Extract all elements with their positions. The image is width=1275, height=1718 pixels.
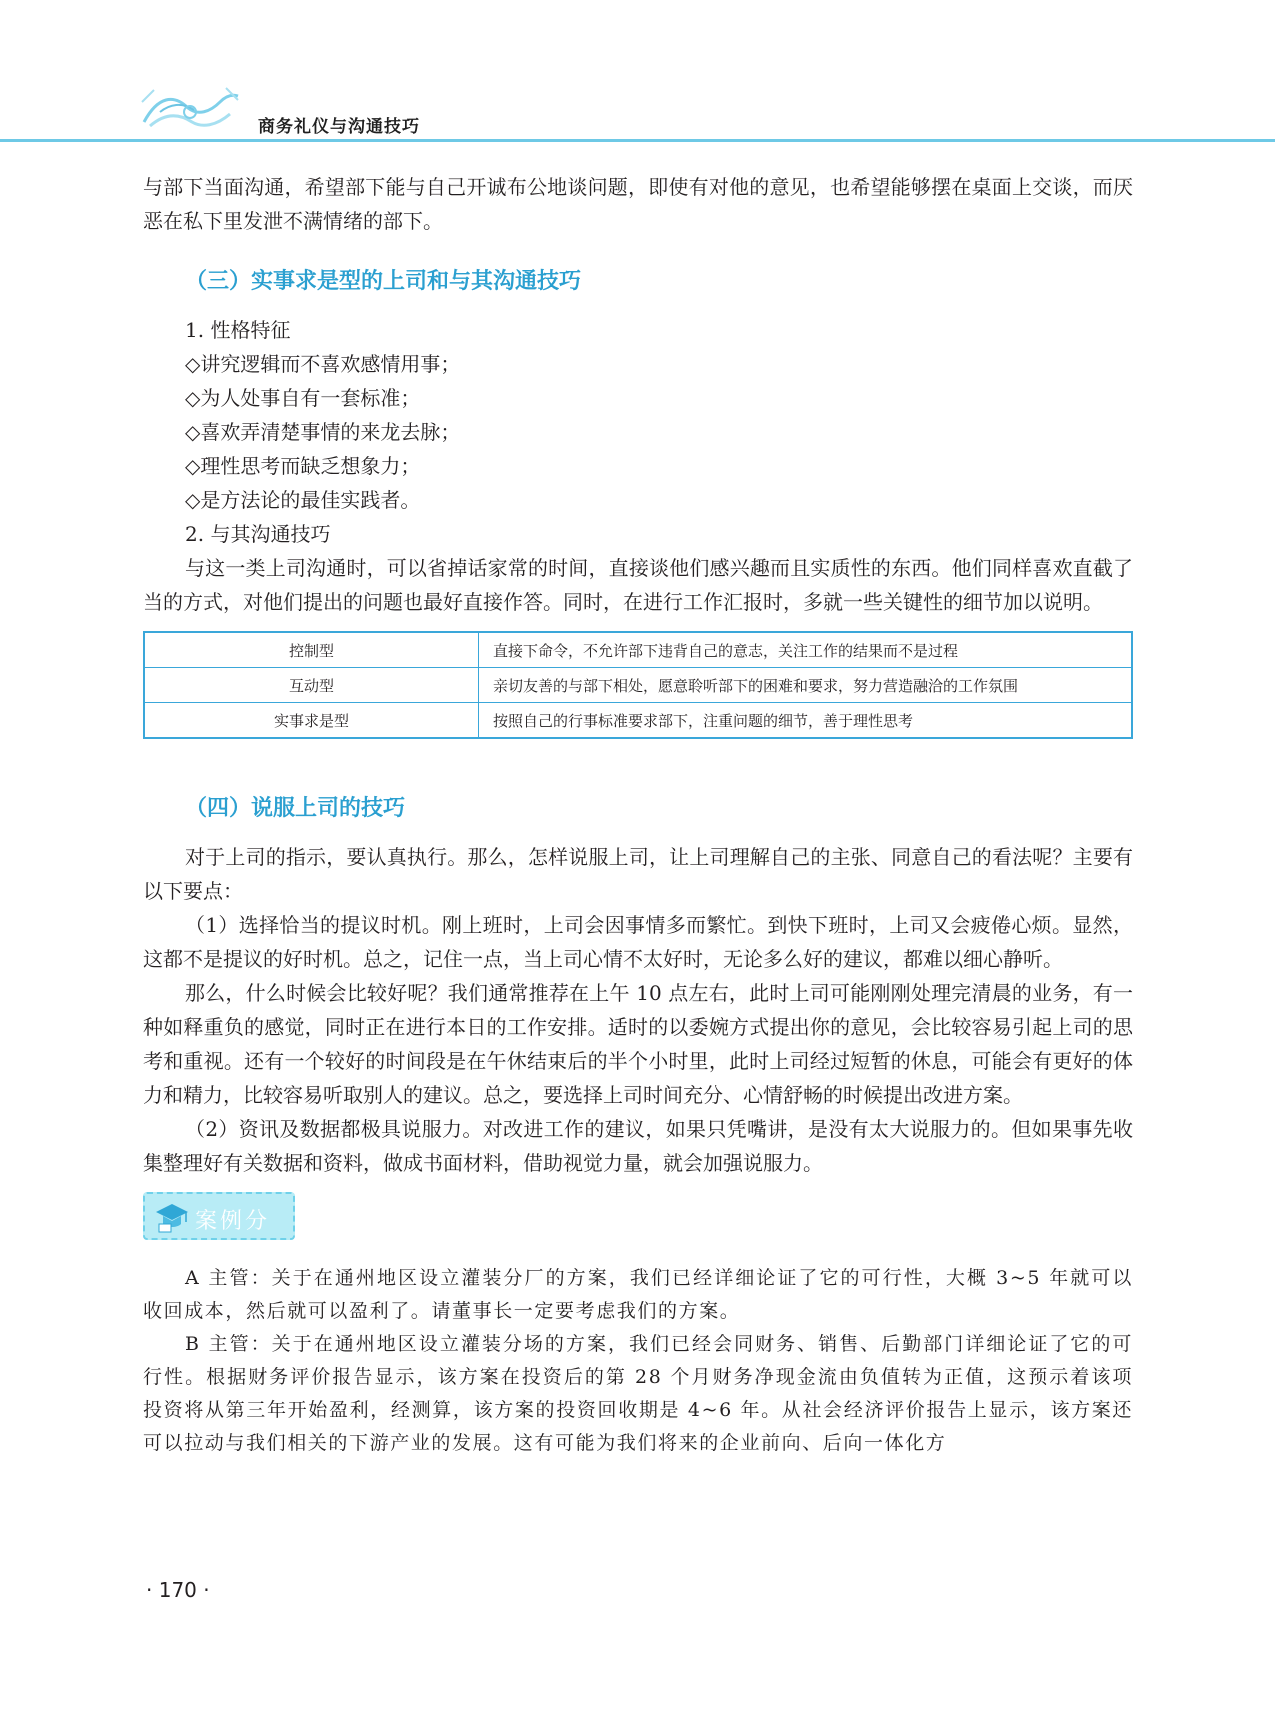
table-row <box>144 632 1132 668</box>
intro-paragraph: 与部下当面沟通，希望部下能与自己开诚布公地谈问题，即使有对他的意见，也希望能够摆在桌面上交谈，而厌恶在私下里发泄不满情绪的部下。 <box>143 175 1133 233</box>
list-item: ◇讲究逻辑而不喜欢感情用事； <box>185 352 461 376</box>
tips-paragraph: 与这一类上司沟通时，可以省掉话家常的时间，直接谈他们感兴趣而且实质性的东西。他们同样喜欢直截了当的方式，对他们提出的问题也最好直接作答。同时，在进行工作汇报时，多就一些关键性的细节加以说明。 <box>143 556 1133 614</box>
case-analysis-badge <box>143 1192 295 1265</box>
page-header <box>0 0 1275 150</box>
boss-type-table <box>143 631 1133 739</box>
section-3-heading: （三）实事求是型的上司和与其沟通技巧 <box>185 269 582 294</box>
header-rule <box>0 139 1275 142</box>
body-paragraph: 对于上司的指示，要认真执行。那么，怎样说服上司，让上司理解自己的主张、同意自己的看法呢？主要有以下要点： <box>143 845 1133 903</box>
table-cell-type: 实事求是型 <box>144 703 479 739</box>
list-item: ◇喜欢弄清楚事情的来龙去脉； <box>185 420 461 444</box>
table-row <box>144 703 1132 739</box>
table-cell-type: 互动型 <box>144 668 479 703</box>
body-paragraph: 那么，什么时候会比较好呢？我们通常推荐在上午 10 点左右，此时上司可能刚刚处理完清晨的业务，有一种如释重负的感觉，同时正在进行本日的工作安排。适时的以委婉方式提出你的意见，会比较容易引起上司的思考和重视。还有一个较好的时间段是在午休结束后的半个小时里，此时上司经过短暂的休息，可能会有更好的体力和精力，比较容易听取别人的建议。总之，要选择上司时间充分、心情舒畅的时候提出改进方案。 <box>143 981 1133 1107</box>
table-cell-desc: 亲切友善的与部下相处，愿意聆听部下的困难和要求，努力营造融洽的工作氛围 <box>479 668 1133 703</box>
list-item: ◇是方法论的最佳实践者。 <box>185 488 421 512</box>
graduation-cap-icon <box>155 1200 189 1234</box>
page-content <box>143 170 1133 1460</box>
table-cell-desc: 按照自己的行事标准要求部下，注重问题的细节，善于理性思考 <box>479 703 1133 739</box>
section-4-body <box>143 840 1133 1180</box>
body-paragraph: （1）选择恰当的提议时机。刚上班时，上司会因事情多而繁忙。到快下班时，上司又会疲倦心烦。显然，这都不是提议的好时机。总之，记住一点，当上司心情不太好时，无论多么好的建议，都难以细心静听。 <box>143 913 1133 971</box>
section-4-heading: （四）说服上司的技巧 <box>185 796 406 821</box>
case-badge-wrap <box>143 1192 1133 1265</box>
trait-list <box>143 313 1133 551</box>
running-title: 商务礼仪与沟通技巧 <box>258 117 420 137</box>
table-cell-type: 控制型 <box>144 632 479 668</box>
case-body <box>143 1262 1133 1460</box>
table-cell-desc: 直接下命令，不允许部下违背自己的意志，关注工作的结果而不是过程 <box>479 632 1133 668</box>
subheading-tips: 2. 与其沟通技巧 <box>185 522 331 546</box>
list-item: ◇理性思考而缺乏想象力； <box>185 454 421 478</box>
handshake-logo-icon <box>140 82 240 134</box>
case-paragraph: A 主管：关于在通州地区设立灌装分厂的方案，我们已经详细论证了它的可行性，大概 3~5 年就可以收回成本，然后就可以盈利了。请董事长一定要考虑我们的方案。 <box>143 1267 1133 1322</box>
list-item: ◇为人处事自有一套标准； <box>185 386 421 410</box>
table-row <box>144 668 1132 703</box>
case-analysis-label: 案例分析 <box>195 1209 271 1265</box>
body-paragraph: （2）资讯及数据都极具说服力。对改进工作的建议，如果只凭嘴讲，是没有太大说服力的。但如果事先收集整理好有关数据和资料，做成书面材料，借助视觉力量，就会加强说服力。 <box>143 1117 1133 1175</box>
case-paragraph: B 主管：关于在通州地区设立灌装分场的方案，我们已经会同财务、销售、后勤部门详细论证了它的可行性。根据财务评价报告显示，该方案在投资后的第 28 个月财务净现金流由负值转为正值，这预示着该项投资将从第三年开始盈利，经测算，该方案的投资回收期是 4~6 年。从社会经济评价报告上显示，该方案还可以拉动与我们相关的下游产业的发展。这有可能为我们将来的企业前向、后向一体化方 <box>143 1333 1133 1454</box>
subheading-traits: 1. 性格特征 <box>185 318 291 342</box>
page-number: · 170 · <box>146 1578 210 1602</box>
